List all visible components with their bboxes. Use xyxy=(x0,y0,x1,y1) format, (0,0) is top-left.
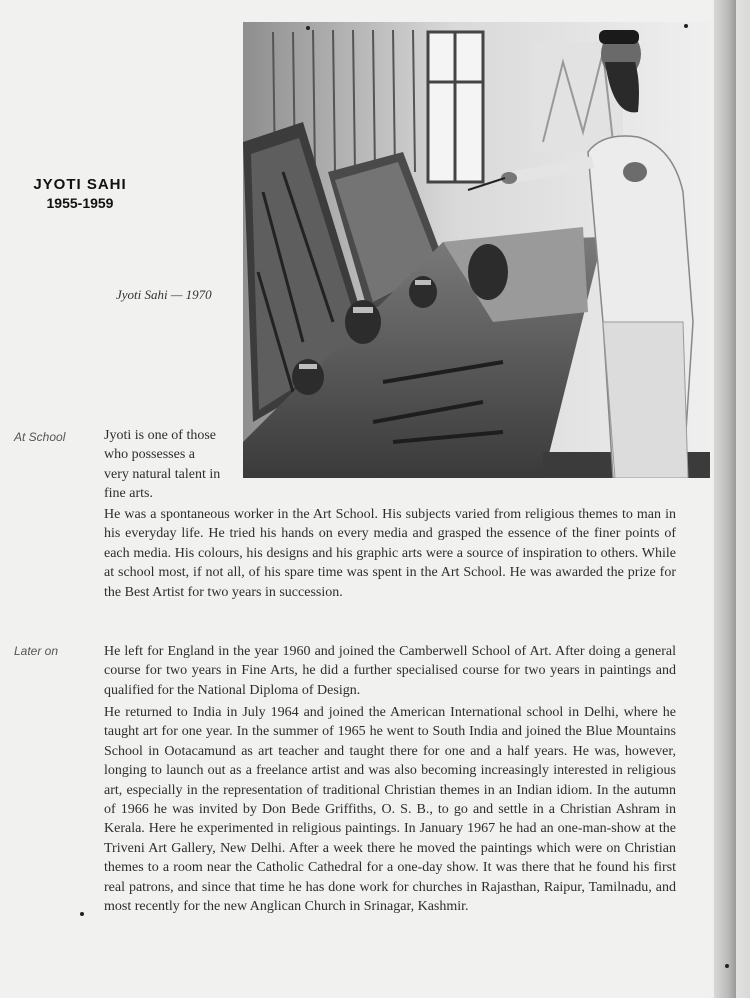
person-name: JYOTI SAHI xyxy=(33,176,127,193)
photo-caption: Jyoti Sahi — 1970 xyxy=(116,287,212,302)
later-paragraph-1: He left for England in the year 1960 and joined the Camberwell School of Art. After doing a general course for two years in Fine Arts, he did a further specialised course for two years in paintings and qualified for the National Diploma of Design. xyxy=(104,644,676,698)
school-body-text: He was a spontaneous worker in the Art School. His subjects varied from religious themes to man in his everyday life. He tried his hands on every media and grasped the essence of the finer points of each media. His colours, his designs and his graphic arts were a source of inspiration to others. While at school most, if not all, of his spare time was spent in the Art School. He was awarded the prize for the Best Artist for two years in succession. xyxy=(104,507,676,600)
person-years: 1955-1959 xyxy=(46,195,114,211)
page-fold xyxy=(714,0,736,998)
later-paragraph-2: He returned to India in July 1964 and joined the American International school in Delhi, where he taught art for one year. In the summer of 1965 he went to South India and joined the Blue Mountains School in Ootacamund as art teacher and taught there for one and a half years. He was, however, longing to launch out as a freelance artist and was also becoming increasingly interested in religious art, especially in the representation of traditional Christian themes in an Indian idiom. In the autumn of 1966 he was invited by Don Bede Griffiths, O. S. B., to go and settle in a Christian Ashram in Kerala. Here he experimented in religious paintings. In January 1967 he had an one-man-show at the Triveni Art Gallery, New Delhi. After a week there he moved the paintings which were on Christian themes to a room near the Catholic Cathedral for a one-day show. It was there that he found his first real patrons, and since that time he has done work for churches in Rajasthan, Raipur, Tamilnadu, and most recently for the new Anglican Church in Srinagar, Kashmir. xyxy=(104,705,676,915)
section-label-at-school: At School xyxy=(14,430,66,444)
school-intro-text: Jyoti is one of those who possesses a very natural talent in fine arts. xyxy=(104,428,221,502)
margin-mark xyxy=(725,964,729,968)
margin-mark xyxy=(80,912,84,916)
photo-corner-mark xyxy=(306,26,310,30)
section-label-later-on: Later on xyxy=(14,644,59,658)
artist-photo-illustration xyxy=(243,22,710,478)
photo-corner-mark xyxy=(684,24,688,28)
artist-photo xyxy=(243,22,710,478)
profile-heading xyxy=(20,176,140,211)
